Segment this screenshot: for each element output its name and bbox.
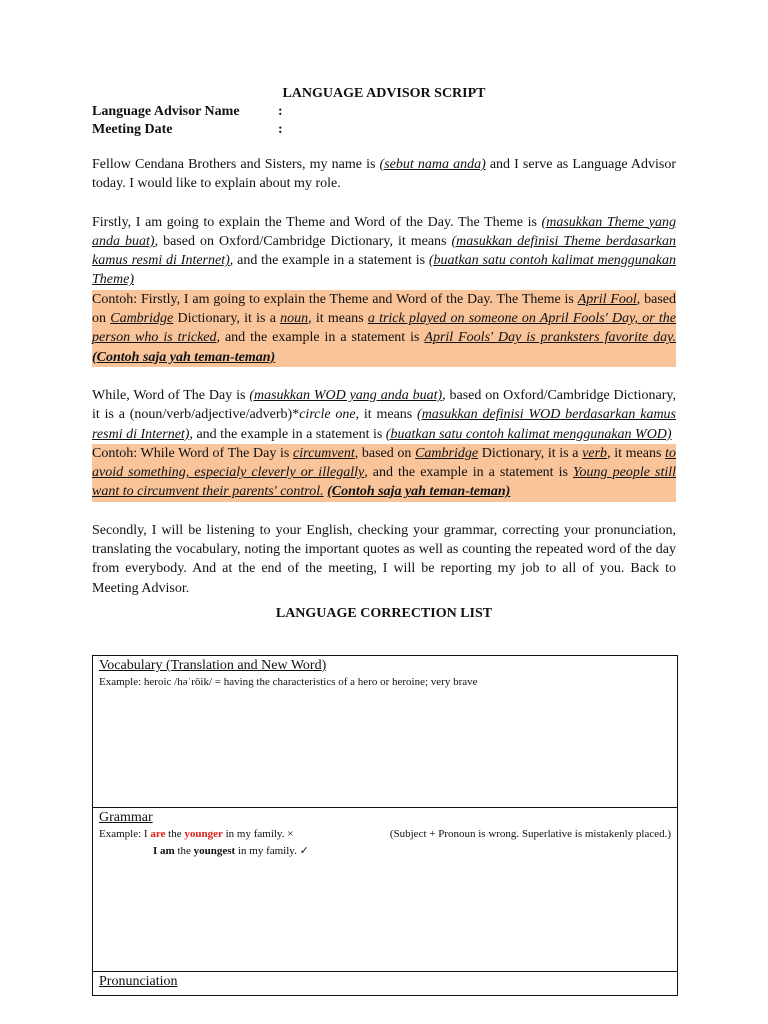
meeting-date-colon: :: [278, 121, 283, 137]
placeholder-theme-definition: (masukkan definisi Theme berdasarkan kamus resmi di Internet): [92, 233, 676, 269]
advisor-name-label: Language Advisor Name: [92, 104, 240, 119]
theme-example-paragraph: Contoh: Firstly, I am going to explain the Theme and Word of the Day. The Theme is April Fool, based on Cambridge Dictionary, it is a noun, it means a trick played on someone on April Fools' Day, or the person who is tricked, and the example in a statement is April Fools' Day is pranksters favorite day. (Contoh saja yah teman-teman): [92, 290, 676, 367]
placeholder-wod: (masukkan WOD yang anda buat): [249, 387, 443, 403]
meta-row-date: [92, 121, 676, 139]
example-note: (Contoh saja yah teman-teman): [92, 349, 276, 365]
pronunciation-heading: Pronunciation: [99, 974, 178, 989]
example-note: (Contoh saja yah teman-teman): [327, 484, 511, 500]
vocabulary-cell[interactable]: [93, 656, 677, 807]
placeholder-wod-example: (buatkan satu contoh kalimat menggunakan WOD): [385, 426, 672, 442]
grammar-correction: I am the youngest in my family. ✓: [153, 845, 309, 857]
placeholder-name: (sebut nama anda): [379, 157, 486, 172]
grammar-heading: Grammar: [99, 810, 153, 825]
vocabulary-example: Example: heroic /həˈrōik/ = having the characteristics of a hero or heroine; very brave: [99, 676, 478, 688]
meta-row-name: [92, 103, 676, 121]
placeholder-wod-definition: (masukkan definisi WOD berdasarkan kamus resmi di Internet): [92, 407, 676, 442]
pronunciation-cell[interactable]: [93, 971, 677, 995]
intro-paragraph: Fellow Cendana Brothers and Sisters, my name is (sebut nama anda) and I serve as Language Advisor today. I would like to explain about my role.: [92, 157, 676, 192]
closing-paragraph: Secondly, I will be listening to your English, checking your grammar, correcting your pronunciation, translating the vocabulary, noting the important quotes as well as counting the repeated word of the day from everybody. And at the end of the meeting, I will be reporting my job to all of you. Back to Meeting Advisor.: [92, 522, 676, 596]
script-document: [92, 84, 676, 623]
placeholder-theme-example: (buatkan satu contoh kalimat menggunakan Theme): [92, 253, 677, 288]
correction-list-title: LANGUAGE CORRECTION LIST: [275, 605, 493, 621]
grammar-example: Example: I are the younger in my family. × (Subject + Pronoun is wrong. Superlative is mistakenly placed.): [99, 828, 671, 840]
placeholder-theme: (masukkan Theme yang anda buat): [92, 214, 676, 249]
meta-block: [92, 103, 676, 138]
meeting-date-label: Meeting Date: [92, 121, 173, 137]
theme-paragraph: Firstly, I am going to explain the Theme and Word of the Day. The Theme is (masukkan Theme yang anda buat), based on Oxford/Cambridge Dictionary, it means (masukkan definisi Theme berdasarkan kamus resmi di Internet), and the example in a statement is (buatkan satu contoh kalimat menggunakan Theme): [92, 214, 677, 288]
grammar-note: (Subject + Pronoun is wrong. Superlative is mistakenly placed.): [389, 828, 671, 840]
wod-example-paragraph: Contoh: While Word of The Day is circumvent, based on Cambridge Dictionary, it is a verb, it means to avoid something, especialy cleverly or illegally, and the example in a statement is Young people still want to circumvent their parents' control. (Contoh saja yah teman-teman): [92, 444, 676, 502]
vocabulary-heading: Vocabulary (Translation and New Word): [99, 658, 327, 673]
page-title: LANGUAGE ADVISOR SCRIPT: [282, 86, 486, 101]
correction-table: [92, 655, 678, 996]
advisor-name-colon: :: [278, 104, 283, 119]
wod-paragraph: While, Word of The Day is (masukkan WOD yang anda buat), based on Oxford/Cambridge Dictionary, it is a (noun/verb/adjective/adverb)*circle one, it means (masukkan definisi WOD berdasarkan kamus resmi di Internet), and the example in a statement is (buatkan satu contoh kalimat menggunakan WOD): [92, 387, 677, 442]
grammar-cell[interactable]: [93, 807, 677, 971]
